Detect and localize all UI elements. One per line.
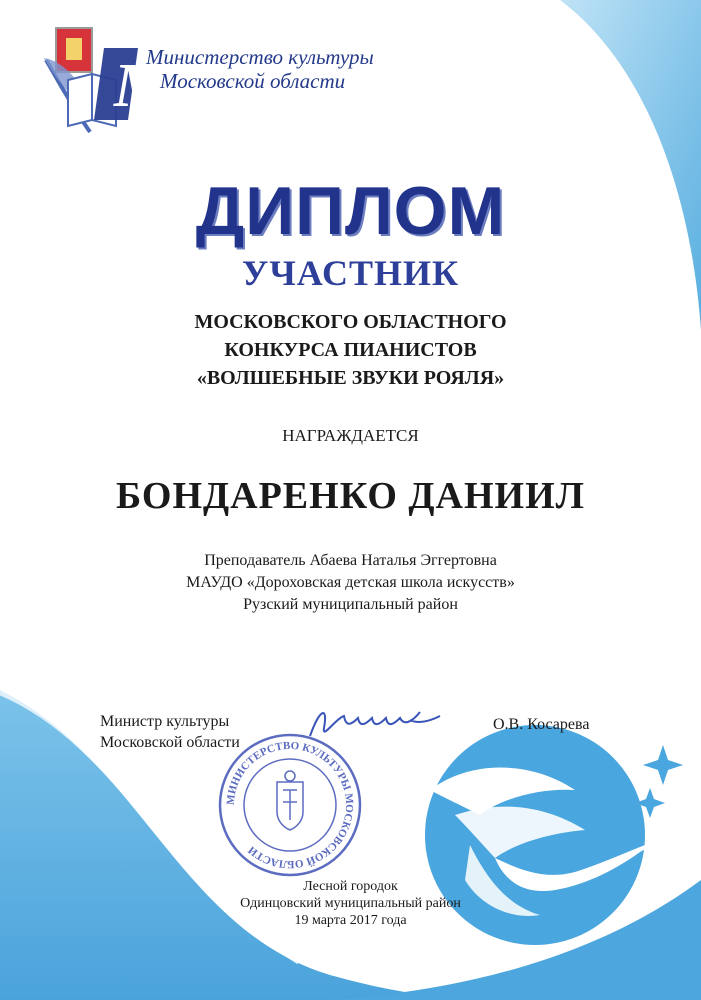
logo-line2: Московской области [160,69,346,93]
teacher-line3: Рузский муниципальный район [243,596,458,613]
diploma-title: ДИПЛОМ [195,173,506,249]
svg-text:М: М [114,52,170,120]
ministry-logo [38,20,378,140]
contest-name [0,308,701,392]
contest-line3: «ВОЛШЕБНЫЕ ЗВУКИ РОЯЛЯ» [196,367,505,389]
issue-date: 19 марта 2017 года [294,913,407,928]
place-line2: Одинцовский муниципальный район [240,896,461,911]
place-line1: Лесной городок [303,879,398,894]
recipient-name: БОНДАРЕНКО ДАНИИЛ [116,475,585,517]
coat-of-arms-icon [277,771,303,830]
contest-line2: КОНКУРСА ПИАНИСТОВ [224,339,477,361]
place-and-date [0,878,701,929]
awarded-label: НАГРАЖДАЕТСЯ [282,426,419,445]
signer-name: О.В. Косарева [493,716,590,733]
teacher-info [0,550,701,616]
position-line2: Московской области [100,734,240,751]
teacher-line2: МАУДО «Дороховская детская школа искусств» [186,574,515,591]
official-stamp [215,730,365,880]
stamp-ring-text: МИНИСТЕРСТВО КУЛЬТУРЫ МОСКОВСКОЙ ОБЛАСТИ [224,739,356,871]
position-line1: Министр культуры [100,713,230,730]
participant-subtitle: УЧАСТНИК [241,253,460,293]
teacher-line1: Преподаватель Абаева Наталья Эггертовна [204,552,497,569]
logo-line1: Министерство культуры [146,45,374,69]
contest-line1: МОСКОВСКОГО ОБЛАСТНОГО [194,311,507,333]
